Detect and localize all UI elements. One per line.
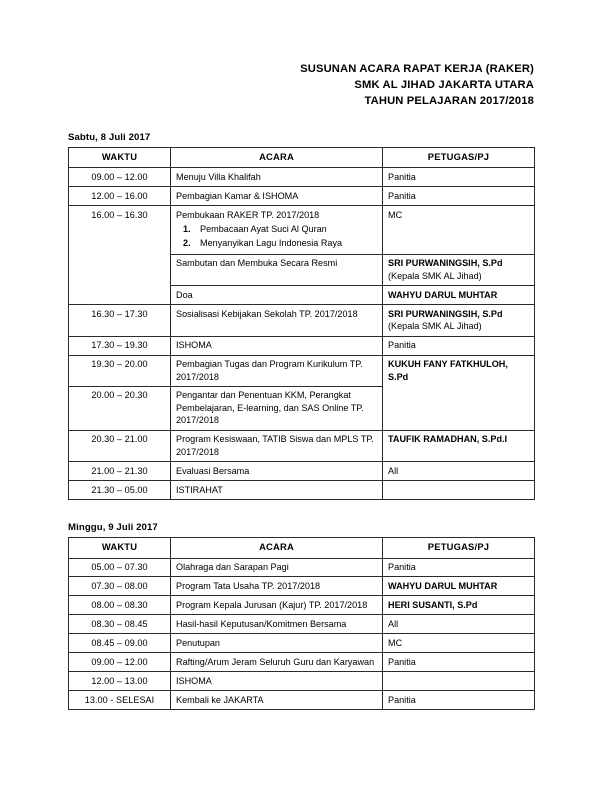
petugas-role: (Kepala SMK AL Jihad): [388, 270, 482, 281]
cell-petugas: WAHYU DARUL MUHTAR: [383, 577, 535, 596]
table-row: [69, 206, 535, 255]
petugas-name: SRI PURWANINGSIH, S.Pd: [388, 308, 503, 319]
cell-petugas: All: [383, 462, 535, 481]
cell-waktu: 08.45 – 09.00: [69, 634, 171, 653]
cell-acara: Penutupan: [171, 634, 383, 653]
table-header-row: [69, 538, 535, 558]
cell-waktu: 09.00 – 12.00: [69, 168, 171, 187]
cell-waktu: 20.00 – 20.30: [69, 386, 171, 430]
acara-title: Pembukaan RAKER TP. 2017/2018: [176, 209, 320, 220]
cell-waktu: 09.00 – 12.00: [69, 653, 171, 672]
cell-petugas: Panitia: [383, 168, 535, 187]
acara-sub-item: Menyanyikan Lagu Indonesia Raya: [200, 237, 343, 248]
cell-acara: Program Kesiswaan, TATIB Siswa dan MPLS TP. 2017/2018: [171, 430, 383, 461]
cell-acara: Menuju Villa Khalifah: [171, 168, 383, 187]
cell-acara: Kembali ke JAKARTA: [171, 691, 383, 710]
cell-waktu: 05.00 – 07.30: [69, 558, 171, 577]
cell-acara: Program Tata Usaha TP. 2017/2018: [171, 577, 383, 596]
cell-petugas: [383, 672, 535, 691]
cell-waktu: 21.30 – 05.00: [69, 481, 171, 500]
document-header: [0, 0, 600, 110]
cell-waktu: 07.30 – 08.00: [69, 577, 171, 596]
cell-acara: Doa: [171, 286, 383, 305]
cell-acara: Pembagian Kamar & ISHOMA: [171, 187, 383, 206]
cell-acara: Rafting/Arum Jeram Seluruh Guru dan Karyawan: [171, 653, 383, 672]
cell-petugas: All: [383, 615, 535, 634]
day-label-sabtu: Sabtu, 8 Juli 2017: [68, 131, 151, 143]
table-row: [69, 672, 535, 691]
header-line-title: SUSUNAN ACARA RAPAT KERJA (RAKER): [300, 63, 534, 75]
cell-petugas: Panitia: [383, 691, 535, 710]
cell-petugas: HERI SUSANTI, S.Pd: [383, 596, 535, 615]
cell-acara: ISHOMA: [171, 672, 383, 691]
column-header-waktu: WAKTU: [69, 147, 171, 167]
cell-petugas: WAHYU DARUL MUHTAR: [383, 286, 535, 305]
cell-acara: Pembagian Tugas dan Program Kurikulum TP. 2017/2018: [171, 355, 383, 386]
column-header-acara: ACARA: [171, 147, 383, 167]
cell-acara: Sambutan dan Membuka Secara Resmi: [171, 254, 383, 285]
table-row: [69, 355, 535, 386]
cell-waktu: 19.30 – 20.00: [69, 355, 171, 386]
cell-waktu: 12.00 – 16.00: [69, 187, 171, 206]
cell-waktu: 21.00 – 21.30: [69, 462, 171, 481]
header-line-school: SMK AL JIHAD JAKARTA UTARA: [354, 78, 534, 91]
table-row: [69, 187, 535, 206]
acara-sub-item: Pembacaan Ayat Suci Al Quran: [200, 223, 327, 234]
table-row: [69, 462, 535, 481]
cell-acara: [171, 206, 383, 255]
cell-petugas: Panitia: [383, 653, 535, 672]
schedule-table-sabtu: [68, 147, 535, 500]
column-header-acara: ACARA: [171, 538, 383, 558]
cell-petugas: [383, 481, 535, 500]
day-label-minggu: Minggu, 9 Juli 2017: [68, 522, 158, 534]
table-row: [69, 305, 535, 336]
cell-waktu: 17.30 – 19.30: [69, 336, 171, 355]
table-row: [69, 168, 535, 187]
cell-petugas: TAUFIK RAMADHAN, S.Pd.I: [383, 430, 535, 461]
cell-waktu: 08.00 – 08.30: [69, 596, 171, 615]
cell-waktu: 16.00 – 16.30: [69, 206, 171, 305]
table-row: [69, 596, 535, 615]
cell-waktu: 16.30 – 17.30: [69, 305, 171, 336]
acara-sub-list: [176, 223, 377, 249]
header-line-year: TAHUN PELAJARAN 2017/2018: [364, 94, 534, 107]
petugas-name: SRI PURWANINGSIH, S.Pd: [388, 258, 503, 269]
cell-waktu: 08.30 – 08.45: [69, 615, 171, 634]
table-row: [69, 615, 535, 634]
petugas-role: (Kepala SMK AL Jihad): [388, 321, 482, 332]
cell-petugas: KUKUH FANY FATKHULOH, S.Pd: [383, 355, 535, 430]
table-row: [69, 336, 535, 355]
table-header-row: [69, 147, 535, 167]
cell-petugas: Panitia: [383, 187, 535, 206]
cell-petugas: [383, 305, 535, 336]
cell-acara: Program Kepala Jurusan (Kajur) TP. 2017/2018: [171, 596, 383, 615]
column-header-petugas: PETUGAS/PJ: [383, 147, 535, 167]
table-row: [69, 577, 535, 596]
table-row: [69, 653, 535, 672]
table-row: [69, 691, 535, 710]
cell-petugas: [383, 254, 535, 285]
cell-acara: Sosialisasi Kebijakan Sekolah TP. 2017/2018: [171, 305, 383, 336]
cell-petugas: Panitia: [383, 558, 535, 577]
table-row: [69, 558, 535, 577]
cell-waktu: 20.30 – 21.00: [69, 430, 171, 461]
cell-waktu: 12.00 – 13.00: [69, 672, 171, 691]
cell-petugas: MC: [383, 206, 535, 255]
table-row: [69, 430, 535, 461]
cell-petugas: Panitia: [383, 336, 535, 355]
cell-petugas: MC: [383, 634, 535, 653]
cell-acara: ISTIRAHAT: [171, 481, 383, 500]
column-header-waktu: WAKTU: [69, 538, 171, 558]
schedule-table-minggu: [68, 537, 535, 710]
cell-acara: Hasil-hasil Keputusan/Komitmen Bersama: [171, 615, 383, 634]
table-row: [69, 634, 535, 653]
day-section-sabtu: [0, 132, 600, 500]
day-section-minggu: [0, 522, 600, 710]
cell-acara: Pengantar dan Penentuan KKM, Perangkat Pembelajaran, E-learning, dan SAS Online TP. 2017/2018: [171, 386, 383, 430]
table-row: [69, 481, 535, 500]
cell-acara: Olahraga dan Sarapan Pagi: [171, 558, 383, 577]
cell-waktu: 13.00 - SELESAI: [69, 691, 171, 710]
cell-acara: Evaluasi Bersama: [171, 462, 383, 481]
cell-acara: ISHOMA: [171, 336, 383, 355]
column-header-petugas: PETUGAS/PJ: [383, 538, 535, 558]
